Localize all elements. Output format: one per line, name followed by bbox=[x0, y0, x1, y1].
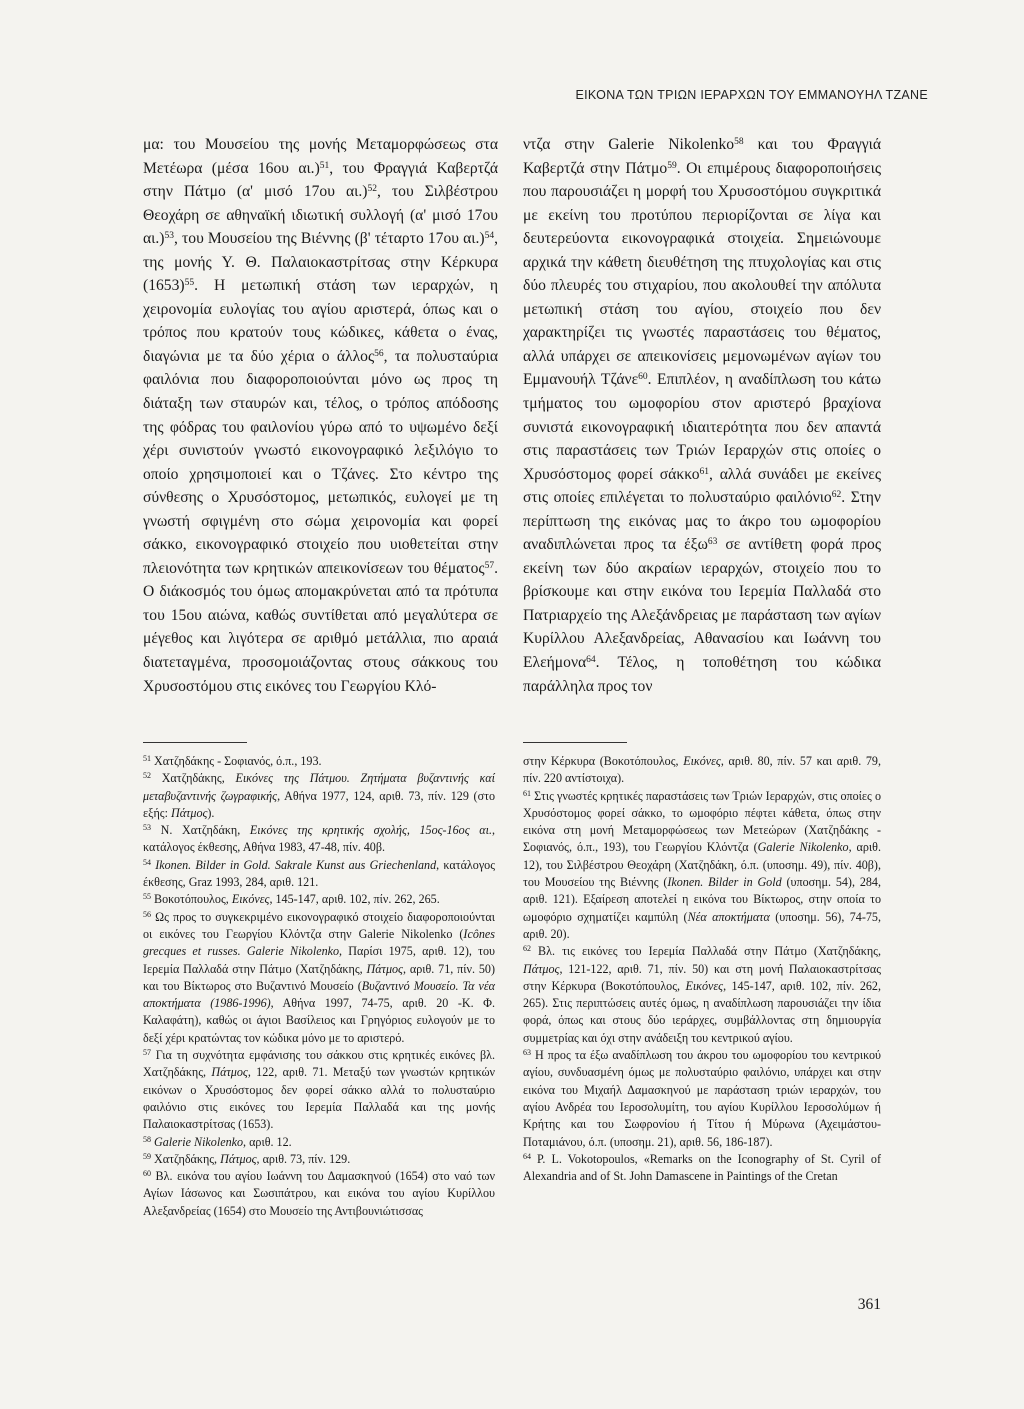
text-run: (υποσημ. 54), 284, αριθ. 121). Εξαίρεση αποτελεί η εικόνα του Βίκτωρος, στην οποία το ωμοφόριο σχηματίζει καμπύλη ( bbox=[523, 875, 881, 924]
note-reference: 53 bbox=[143, 823, 151, 833]
note-reference: 63 bbox=[707, 537, 718, 548]
footnote bbox=[143, 753, 495, 770]
text-run: , Παρίσι 1975, αριθ. 12), του Ιερεμία Παλλαδά στην Πάτμο (Χατζηδάκης, bbox=[143, 944, 495, 976]
text-run: . Οι επιμέρους διαφοροποιήσεις που παρουσιάζει η μορφή του Χρυσοστόμου συγκριτικά με εκείνη του προτύπου περιορίζονται σε λίγα και δευτερεύοντα εικονογραφικά στοιχεία. Σημειώνουμε αρχικά την κάθετη διευθέτηση της πτυχολογίας και στις δύο πλευρές του στιχαρίου, που ακολουθεί την απόλυτα μετωπική στάση του αγίου, στοιχείο που δεν χαρακτηρίζει τις γνωστές παραστάσεις του θέματος, αλλά υπάρχει σε απεικονίσεις μεμονωμένων αγίων του Εμμανουήλ Τζάνε bbox=[523, 159, 882, 389]
text-run: , αριθ. 12), του Σιλβέστρου Θεοχάρη (Χατζηδάκη, ό.π. (υποσημ. 49), πίν. 40β), του Μουσείου της Βιέννης ( bbox=[523, 840, 881, 890]
text-run: , κατάλογος έκθεσης, Αθήνα 1983, 47-48, πίν. 40β. bbox=[143, 823, 496, 855]
note-reference: 51 bbox=[319, 160, 330, 171]
italic-text: Εικόνες bbox=[683, 754, 721, 768]
text-run: , του Σιλβέστρου Θεοχάρη σε αθηναϊκή ιδιωτική συλλογή (α' μισό 17ου αι.) bbox=[143, 183, 499, 248]
italic-text: Πάτμος bbox=[220, 1151, 257, 1166]
note-reference: 51 bbox=[143, 754, 151, 763]
text-run: Χατζηδάκης, bbox=[151, 1151, 221, 1166]
footnote bbox=[143, 909, 495, 1047]
text-run: Για τη συχνότητα εμφάνισης του σάκκου στις κρητικές εικόνες βλ. Χατζηδάκης, bbox=[143, 1048, 495, 1080]
text-run: Ν. Χατζηδάκη, bbox=[151, 823, 250, 838]
text-run: . Ο διάκοσμός του όμως απομακρύνεται από τα πρότυπα του 15ου αιώνα, καθώς συντίθεται από μεγαλύτερα σε μέγεθος και λιγότερα σε αριθμό μετάλλια, πιο αραιά διατεταγμένα, προσομοιάζοντας στους σάκκους του Χρυσοστόμου στις εικόνες του Γεωργίου Κλό- bbox=[143, 559, 498, 695]
page-number: 361 bbox=[857, 1296, 881, 1313]
note-reference: 62 bbox=[831, 490, 842, 501]
footnote bbox=[143, 891, 495, 908]
note-reference: 57 bbox=[484, 560, 495, 571]
note-reference: 64 bbox=[586, 655, 596, 666]
italic-text: Πάτμος bbox=[211, 1065, 248, 1080]
italic-text: Πάτμος bbox=[170, 805, 208, 820]
text-run: , κατάλογος έκθεσης, Graz 1993, 284, αριθ. 121. bbox=[143, 857, 495, 890]
footnote-rule bbox=[143, 742, 247, 743]
footnotes-right bbox=[523, 753, 881, 1185]
note-reference: 56 bbox=[143, 909, 151, 919]
text-run: . Επιπλέον, η αναδίπλωση του κάτω τμήματος του ωμοφορίου στον αριστερό βραχίονα συνιστά εικονογραφική ιδιαιτερότητα που δεν απαντά στις παραστάσεις των Τριών Ιεραρχών στις οποίες ο Χρυσόστομος φορεί σάκκο bbox=[523, 371, 881, 483]
text-run: , αριθ. 12. bbox=[243, 1134, 292, 1149]
text-run: Βοκοτόπουλος, bbox=[151, 892, 232, 907]
footnote bbox=[523, 943, 881, 1047]
note-reference: 57 bbox=[143, 1048, 151, 1058]
text-run: Βλ. εικόνα του αγίου Ιωάννη του Δαμασκηνού (1654) στο ναό των Αγίων Ιάσωνος και Σωσιπάτρου, και εικόνα του αγίου Κυρίλλου Αλεξανδρείας (1654) στο Μουσείο της Αντιβουνιώτισσας bbox=[143, 1169, 495, 1218]
text-run: , 145-147, αριθ. 102, πίν. 262, 265. bbox=[269, 892, 440, 907]
text-run: , της μονής Υ. Θ. Παλαιοκαστρίτσας στην Κέρκυρα (1653) bbox=[143, 230, 498, 295]
body-paragraph bbox=[523, 133, 881, 698]
text-run: , του Μουσείου της Βιέννης (β' τέταρτο 17ου αι.) bbox=[173, 230, 485, 248]
footnote bbox=[523, 1151, 881, 1186]
note-reference: 61 bbox=[523, 788, 531, 798]
footnote bbox=[523, 1047, 881, 1151]
italic-text: Πάτμος bbox=[523, 961, 560, 976]
footnote bbox=[523, 788, 881, 944]
italic-text: Galerie Nikolenko bbox=[757, 840, 849, 855]
text-run: , αριθ. 80, πίν. 57 και αριθ. 79, πίν. 220 αντίστοιχα). bbox=[523, 754, 881, 786]
note-reference: 64 bbox=[523, 1151, 531, 1161]
note-reference: 54 bbox=[484, 231, 495, 242]
text-run: Ως προς το συγκεκριμένο εικονογραφικό στοιχείο διαφοροποιούνται οι εικόνες του Γεωργίου Κλόντζα στην Galerie Nikolenko ( bbox=[143, 909, 495, 941]
text-run: , 122, αριθ. 71. Μεταξύ των γνωστών κρητικών εικόνων ο Χρυσόστομος δεν φορεί σάκκο αλλά το πολυσταύριο φαιλόνιο στις εικόνες του Ιερεμία Παλλαδά και της μονής Παλαιοκαστρίτσας (1653). bbox=[143, 1065, 495, 1132]
footnote-rule bbox=[523, 742, 627, 743]
note-reference: 59 bbox=[143, 1151, 151, 1161]
italic-text: Εικόνες της κρητικής σχολής, 15ος-16ος αι. bbox=[249, 823, 492, 838]
text-run: . Τέλος, η τοποθέτηση του κώδικα παράλληλα προς τον bbox=[523, 654, 881, 695]
note-reference: 62 bbox=[523, 944, 531, 954]
note-reference: 59 bbox=[667, 160, 677, 171]
body-column-right bbox=[523, 133, 881, 698]
note-reference: 52 bbox=[367, 184, 377, 195]
italic-text: Πάτμος bbox=[366, 961, 403, 976]
footnote bbox=[143, 1151, 495, 1168]
text-run: Χατζηδάκης - Σοφιανός, ό.π., 193. bbox=[151, 754, 322, 768]
note-reference: 54 bbox=[143, 857, 151, 867]
italic-text: Galerie Nikolenko bbox=[154, 1134, 244, 1149]
note-reference: 58 bbox=[143, 1134, 151, 1144]
note-reference: 55 bbox=[184, 278, 195, 289]
footnotes-left bbox=[143, 753, 495, 1220]
note-reference: 61 bbox=[699, 466, 710, 477]
footnote bbox=[143, 1134, 495, 1151]
text-run: P. L. Vokotopoulos, «Remarks on the Iconography of St. Cyril of Alexandria and of St. John Damascene in Paintings of the Cretan bbox=[523, 1151, 881, 1184]
text-run: Βλ. τις εικόνες του Ιερεμία Παλλαδά στην Πάτμο (Χατζηδάκης, bbox=[531, 944, 881, 959]
footnote bbox=[523, 753, 881, 788]
note-reference: 63 bbox=[523, 1048, 531, 1058]
text-run: Η πρoς τα έξω αναδίπλωση του άκρου του ωμοφορίου του κεντρικού αγίου, συνδυασμένη όμως με πολυσταύριο φαιλόνιο, υπάρχει και στην εικόνα του Μιχαήλ Δαμασκηνού με παράσταση τριών ιεραρχών, του αγίου Ανδρέα του Ιεροσολυμίτη, του αγίου Κυρίλλου Ιεροσολύμων ή Κρήτης και του Σωφρονίου ή Τίτου ή Μύρωνα (Αχειμάστου-Ποταμιάνου, ό.π. (υποσημ. 21), αριθ. 56, 186-187). bbox=[523, 1048, 881, 1149]
text-run: . Στην περίπτωση της εικόνας μας το άκρο του ωμοφορίου αναδιπλώνεται προς τα έξω bbox=[523, 489, 881, 554]
footnote bbox=[143, 770, 495, 822]
note-reference: 60 bbox=[143, 1169, 151, 1179]
body-paragraph bbox=[143, 133, 498, 698]
text-run: , τα πολυσταύρια φαιλόνια που διαφοροποιούνται μόνο ως προς τη διάταξη των σταυρών και, τέλος, ο τρόπος απόδοσης της φόδρας του φαιλονίου γύρω από το υψωμένο δεξί χέρι συνιστούν γνωστό εικονογραφικό λεξιλόγιο το οποίο χρησιμοποιεί και ο Τζάνες. Στο κέντρο της σύνθεσης ο Χρυσόστομος, μετωπικός, ευλογεί με τη γνωστή σφιγμένη στο σώμα χειρονομία και φορεί σάκκο, εικονογραφικό στοιχείο που υιοθετείται στην πλειονότητα των κρητικών απεικονίσεων του θέματος bbox=[143, 347, 499, 577]
text-run: , Αθήνα 1977, 124, αριθ. 73, πίν. 129 (στο εξής: bbox=[143, 788, 496, 820]
text-run: . Η μετωπική στάση των ιεραρχών, η χειρονομία ευλογίας του αγίου αριστερά, όπως και ο τρόπος που κρατούν τους κώδικες, κάθετα ο ένας, διαγώνια με τα δύο χέρια ο άλλος bbox=[143, 277, 498, 365]
note-reference: 60 bbox=[638, 372, 648, 383]
note-reference: 55 bbox=[143, 892, 151, 902]
note-reference: 53 bbox=[164, 231, 174, 242]
text-run: , αριθ. 73, πίν. 129. bbox=[256, 1151, 351, 1166]
footnote bbox=[143, 857, 495, 892]
italic-text: Νέα αποκτήματα bbox=[687, 909, 770, 924]
note-reference: 58 bbox=[734, 137, 744, 147]
text-run: , αλλά συνάδει με εκείνες στις οποίες επιλέγεται το πολυσταύριο φαιλόνιο bbox=[523, 465, 881, 507]
italic-text: Ikonen. Bilder in Gold. Sakrale Kunst aus Griechenland bbox=[155, 857, 437, 872]
text-run: , 145-147, αριθ. 102, πίν. 262, 265). Στις περιπτώσεις αυτές όμως, η αναδίπλωση παρουσιάζει την ίδια φορά, όπως και στους δύο ιεράρχες, συμβάλλοντας στη δημιουργία συμμετρίας και όχι στην ανάδειξη του κεντρικού αγίου. bbox=[523, 978, 881, 1045]
italic-text: Εικόνες bbox=[685, 978, 724, 993]
running-head: ΕΙΚΟΝΑ ΤΩΝ ΤΡΙΩΝ ΙΕΡΑΡΧΩΝ ΤΟΥ ΕΜΜΑΝΟΥΗΛ ΤΖΑΝΕ bbox=[575, 88, 928, 102]
text-run: μα: του Μουσείου της μονής Μεταμορφώσεως στα Μετέωρα (μέσα 16ου αι.) bbox=[143, 136, 498, 177]
footnote bbox=[143, 822, 495, 857]
italic-text: Εικόνες bbox=[231, 892, 270, 907]
text-run: στην Κέρκυρα (Βοκοτόπουλος, bbox=[523, 754, 684, 768]
text-run: ). bbox=[207, 805, 215, 820]
text-run: , Αθήνα 1997, 74-75, αριθ. 20 -Κ. Φ. Καλαφάτη), καθώς οι άγιοι Βασίλειος και Γρηγόριος ευλογούν με το δεξί χέρι κρατώντας τον κώδικα μόνο με το αριστερό. bbox=[143, 996, 495, 1045]
body-column-left bbox=[143, 133, 498, 698]
footnote bbox=[143, 1168, 495, 1220]
italic-text: Βυζαντινό Μουσείο. Τα νέα αποκτήματα (1986-1996) bbox=[143, 978, 495, 1011]
text-run: , αριθ. 71, πίν. 50) και του Βίκτωρος στο Βυζαντινό Μουσείο ( bbox=[143, 961, 495, 993]
text-run: (υποσημ. 56), 74-75, αριθ. 20). bbox=[523, 909, 881, 941]
italic-text: Icônes grecques et russes. Galerie Nikolenko bbox=[143, 926, 495, 959]
italic-text: Εικόνες της Πάτμου. Ζητήματα βυζαντινής καί μεταβυζαντινής ζωγραφικής bbox=[143, 771, 495, 803]
text-run: , του Φραγγιά Καβερτζά στην Πάτμο (α' μισό 17ου αι.) bbox=[143, 159, 498, 201]
text-run: και του Φραγγιά Καβερτζά στην Πάτμο bbox=[523, 136, 882, 177]
italic-text: Ikonen. Bilder in Gold bbox=[667, 875, 782, 890]
text-run: , 121-122, αριθ. 71, πίν. 50) και στη μονή Παλαιοκαστρίτσας στην Κέρκυρα (Βοκοτόπουλος, bbox=[523, 961, 881, 993]
footnote bbox=[143, 1047, 495, 1133]
note-reference: 56 bbox=[374, 348, 384, 359]
text-run: ντζα στην Galerie Nikolenko bbox=[523, 136, 735, 153]
note-reference: 52 bbox=[143, 771, 151, 781]
text-run: σε αντίθετη φορά προς εκείνη των δύο ακραίων ιεραρχών, στοιχείο που το βρίσκουμε και στην εικόνα του Ιερεμία Παλλαδά στο Πατριαρχείο της Αλεξάνδρειας με παράσταση των αγίων Κυρίλλου Αλεξανδρείας, Αθανασίου και Ιωάννη του Ελεήμονα bbox=[523, 536, 881, 672]
text-run: Στις γνωστές κρητικές παραστάσεις των Τριών Ιεραρχών, στις οποίες ο Χρυσόστομος φορεί σάκκο, το ωμοφόριο πέφτει κάθετα, όπως στην εικόνα στη μονή Μεταμορφώσεως των Μετεώρων (Χατζηδάκης - Σοφιανός, ό.π., 193), του Γεωργίου Κλόντζα ( bbox=[523, 788, 881, 855]
text-run: Χατζηδάκης, bbox=[151, 771, 236, 786]
